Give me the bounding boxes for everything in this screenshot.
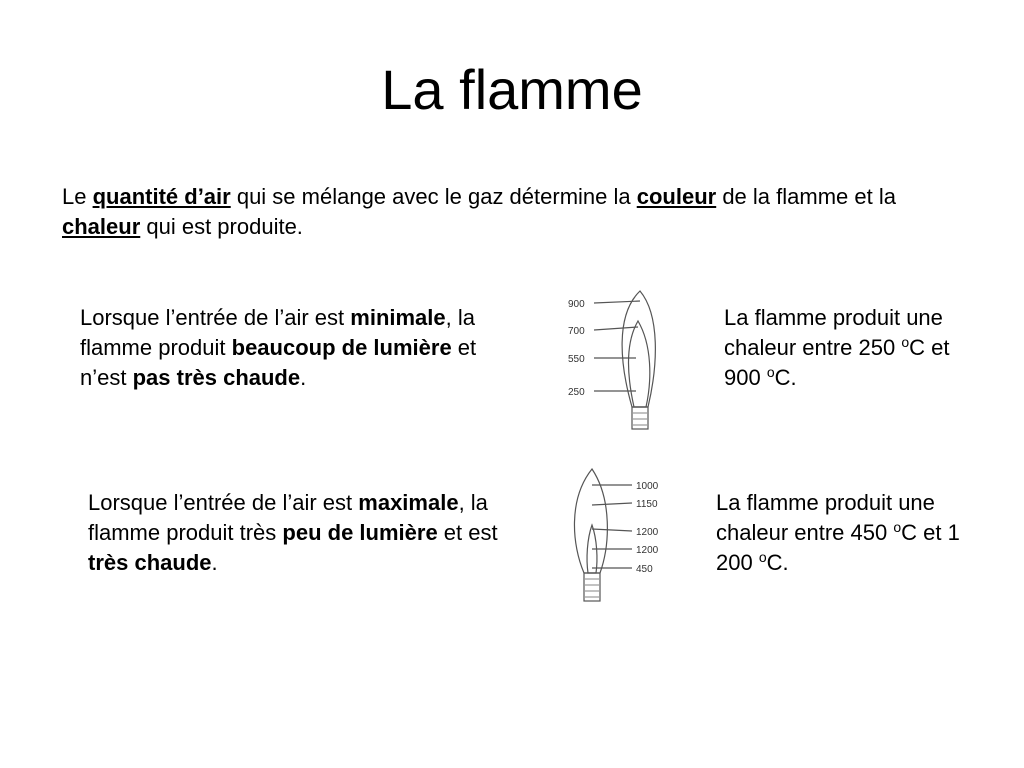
- maximal-air-paragraph: [88, 488, 533, 578]
- slide-title: La flamme: [381, 58, 643, 121]
- paragraph-text: , la flamme produit: [80, 305, 475, 360]
- outer-flame-outline: [622, 291, 655, 407]
- leader-line: [594, 301, 640, 303]
- emphasis-not-very-hot: pas très chaude: [132, 365, 301, 390]
- keyword-heat: chaleur: [62, 214, 141, 239]
- inner-flame-outline: [629, 321, 650, 407]
- heat-text: La flamme produit une chaleur entre 250: [724, 305, 943, 360]
- heat-text: C et 1 200: [716, 520, 960, 575]
- maximal-heat-paragraph: [716, 488, 986, 578]
- emphasis-much-light: beaucoup de lumière: [231, 335, 452, 360]
- emphasis-very-hot: très chaude: [88, 550, 212, 575]
- intro-text: Le: [62, 184, 93, 209]
- paragraph-text: et est: [437, 520, 498, 545]
- minimal-air-paragraph: [80, 303, 525, 393]
- degree-sup: o: [766, 364, 775, 380]
- temperature-label: 700: [568, 326, 585, 337]
- degree-sup: o: [893, 519, 902, 535]
- heat-text: La flamme produit une chaleur entre 450: [716, 490, 935, 545]
- maximal-flame-diagram: [560, 465, 690, 615]
- minimal-flame-diagram: [560, 285, 690, 435]
- heat-text: C et 900: [724, 335, 950, 390]
- temperature-label: 1150: [636, 499, 658, 510]
- heat-text: C.: [774, 365, 797, 390]
- heat-text: C.: [766, 550, 789, 575]
- leader-line: [592, 529, 632, 531]
- paragraph-text: .: [211, 550, 218, 575]
- temperature-label: 1200: [636, 545, 659, 556]
- paragraph-text: , la flamme produit très: [88, 490, 488, 545]
- intro-text: qui est produite.: [140, 214, 303, 239]
- intro-text: de la flamme et la: [716, 184, 896, 209]
- temperature-label: 1000: [636, 481, 659, 492]
- degree-sup: o: [758, 549, 767, 565]
- degree-sup: o: [901, 334, 910, 350]
- temperature-label: 250: [568, 387, 585, 398]
- temperature-label: 450: [636, 564, 653, 575]
- paragraph-text: .: [300, 365, 307, 390]
- keyword-air-quantity: quantité d’air: [92, 184, 231, 209]
- intro-text: qui se mélange avec le gaz détermine la: [230, 184, 637, 209]
- intro-paragraph: [62, 182, 942, 242]
- leader-line: [592, 503, 632, 505]
- paragraph-text: Lorsque l’entrée de l’air est: [88, 490, 359, 515]
- temperature-label: 550: [568, 354, 585, 365]
- temperature-label: 900: [568, 299, 585, 310]
- temperature-label: 1200: [636, 527, 659, 538]
- minimal-heat-paragraph: [724, 303, 954, 393]
- leader-line: [594, 327, 638, 330]
- keyword-color: couleur: [636, 184, 717, 209]
- emphasis-maximal: maximale: [358, 490, 459, 515]
- burner-tube: [632, 407, 648, 429]
- paragraph-text: et n’est: [80, 335, 477, 390]
- emphasis-little-light: peu de lumière: [282, 520, 438, 545]
- paragraph-text: Lorsque l’entrée de l’air est: [80, 305, 351, 330]
- emphasis-minimal: minimale: [350, 305, 446, 330]
